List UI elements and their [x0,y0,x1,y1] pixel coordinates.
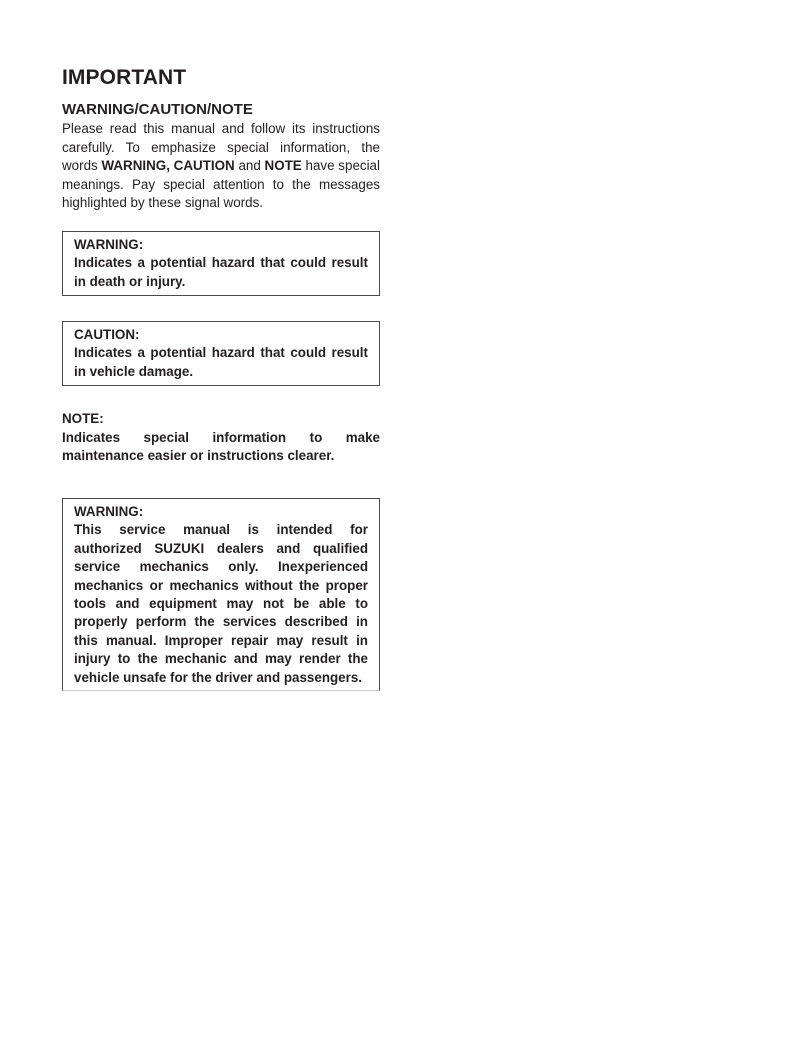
service-warning-box [62,498,380,691]
service-warning-label: WARNING: [74,504,144,519]
warning-text: Indicates a potential hazard that could result in death or injury. [74,255,368,289]
section-heading: WARNING/CAUTION/NOTE [62,101,253,118]
note-block [62,410,380,466]
caution-label: CAUTION: [74,327,140,342]
warning-box [62,231,380,296]
intro-bold-1: WARNING, CAUTION [101,158,235,173]
page-title: IMPORTANT [62,66,187,89]
note-label: NOTE: [62,411,104,426]
note-text: Indicates special information to make maintenance easier or instructions clearer. [62,429,380,463]
service-warning-text: This service manual is intended for authorized SUZUKI dealers and qualified service mechanics only. Inexperienced mechanics or mechanics without the proper tools and equipment may not be able to properly perform the services described in this manual. Improper repair may result in injury to the mechanic and may render the vehicle unsafe for the driver and passengers. [74,522,368,685]
intro-bold-2: NOTE [264,158,302,173]
caution-box [62,321,380,386]
caution-text: Indicates a potential hazard that could result in vehicle damage. [74,345,368,379]
warning-label: WARNING: [74,237,144,252]
intro-text-1: Please read this manual and follow its instructions carefully. To emphasize special information, the words [62,121,380,173]
intro-text-2: and [234,158,265,173]
intro-paragraph [62,120,380,213]
intro-text-3: have special meanings. Pay special attention to the messages highlighted by these signal words. [62,158,380,210]
